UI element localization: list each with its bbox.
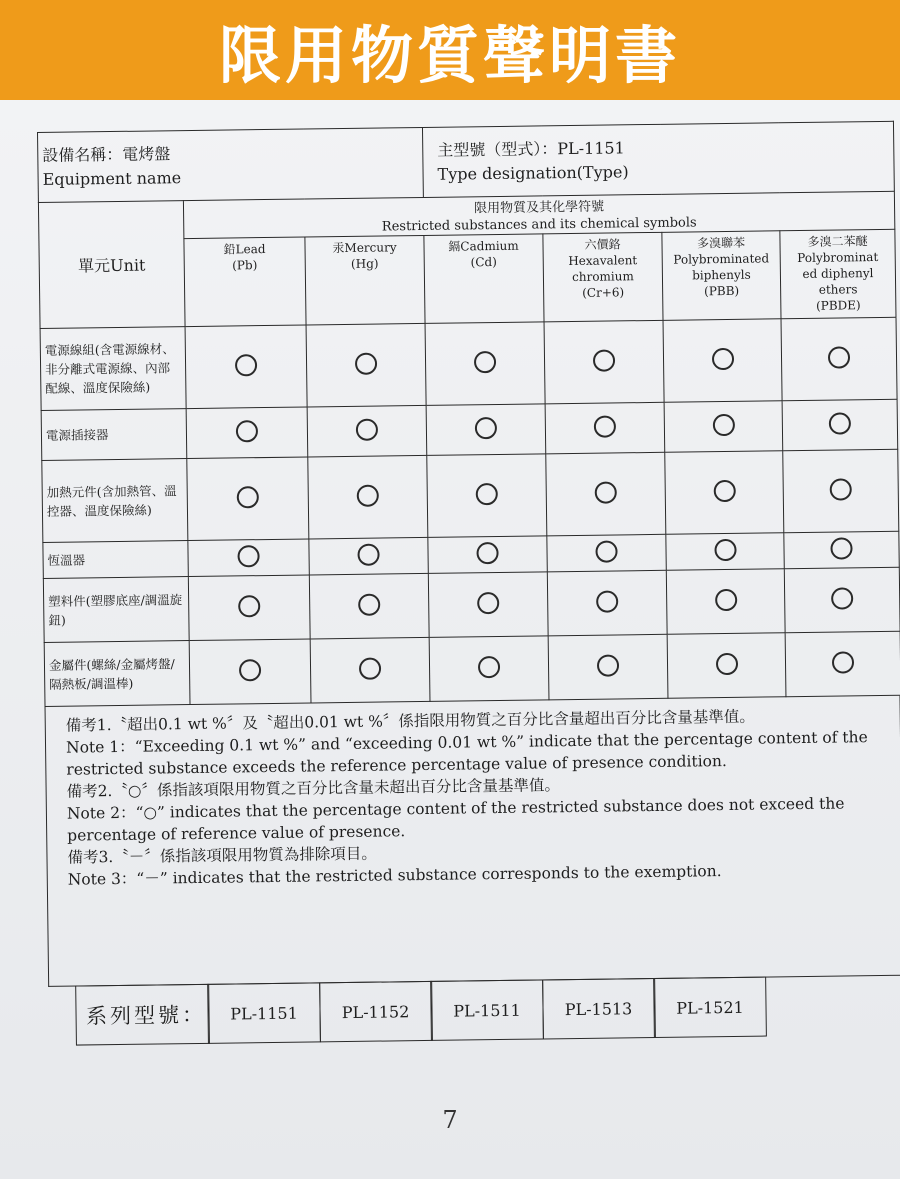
note-3-en: Note 3：“－” indicates that the restricted substance corresponds to the exemption. (67, 862, 722, 889)
rs-title-zh: 限用物質及其化學符號 (473, 199, 605, 217)
circle-icon (830, 478, 852, 500)
rs-title-en: Restricted substances and its chemical symbols (381, 215, 697, 235)
circle-icon (714, 538, 736, 560)
page-title: 限用物質聲明書 (218, 18, 681, 92)
note-1-zh: 備考1.〝超出0.1 wt %〞及〝超出0.01 wt %〞係指限用物質之百分比含量超出百分比含量基準值。 (65, 707, 755, 735)
page-number: 7 (442, 1106, 458, 1134)
title-banner (0, 0, 900, 100)
circle-icon (594, 415, 616, 437)
circle-icon (235, 354, 257, 376)
circle-icon (239, 659, 261, 681)
type-designation-zh: 主型號（型式）：PL-1151 (437, 137, 625, 160)
circle-icon (356, 418, 378, 440)
model-cell: PL-1151 (207, 982, 321, 1043)
table-row (42, 449, 899, 542)
row-label: 電源線組(含電源線材、非分離式電源線、內部配線、溫度保險絲) (40, 327, 186, 411)
circle-icon (238, 595, 260, 617)
row-label: 加熱元件(含加熱管、溫控器、溫度保險絲) (42, 459, 188, 543)
table-row (40, 317, 897, 410)
row-label: 電源插接器 (41, 409, 187, 461)
circle-icon (831, 587, 853, 609)
circle-icon (478, 655, 500, 677)
type-designation-en: Type designation(Type) (437, 161, 629, 184)
circle-icon (476, 483, 498, 505)
unit-header: 單元Unit (38, 201, 185, 329)
circle-icon (593, 349, 615, 371)
circle-icon (715, 652, 737, 674)
note-3-zh: 備考3.〝－〞係指該項限用物質為排除項目。 (67, 844, 377, 867)
circle-icon (475, 417, 497, 439)
circle-icon (237, 486, 259, 508)
circle-icon (597, 654, 619, 676)
circle-icon (358, 593, 380, 615)
circle-icon (829, 412, 851, 434)
series-models (76, 975, 900, 1046)
row-label: 塑料件(塑膠底座/調溫旋鈕) (43, 577, 189, 643)
circle-icon (832, 651, 854, 673)
notes-section (45, 696, 900, 987)
equipment-header-row (38, 121, 895, 202)
note-1-en: Note 1：“Exceeding 0.1 wt %” and “exceeding 0.01 wt %” indicate that the percentage content of the restricted substance exceeds the reference percentage value of presence condition. (65, 728, 873, 779)
substance-pbb: 多溴聯苯 Polybrominated biphenyls (PBB) (662, 231, 781, 321)
row-label: 恆溫器 (43, 541, 188, 579)
row-label: 金屬件(螺絲/金屬烤盤/隔熱板/調溫棒) (44, 641, 190, 707)
model-cell: PL-1152 (319, 981, 433, 1042)
model-cell: PL-1513 (542, 978, 656, 1039)
model-cell: PL-1511 (430, 979, 544, 1040)
note-2-en: Note 2：“○” indicates that the percentage content of the restricted substance does not exceed the percentage of reference value of presence. (66, 794, 850, 845)
substance-pbde: 多溴二苯醚 Polybrominat ed diphenyl ethers (PBDE) (780, 229, 896, 318)
circle-icon (477, 591, 499, 613)
circle-icon (830, 537, 852, 559)
substance-mercury: 汞Mercury (Hg) (305, 235, 425, 325)
substance-hexavalent-chromium: 六價鉻 Hexavalent chromium (Cr+6) (543, 232, 663, 322)
series-label: 系列型號： (75, 984, 210, 1046)
circle-icon (828, 346, 850, 368)
declaration-sheet (37, 121, 900, 1046)
circle-icon (357, 543, 379, 565)
circle-icon (476, 541, 498, 563)
circle-icon (474, 351, 496, 373)
circle-icon (713, 479, 735, 501)
circle-icon (712, 413, 734, 435)
circle-icon (595, 540, 617, 562)
circle-icon (237, 545, 259, 567)
circle-icon (355, 352, 377, 374)
table-row (44, 631, 900, 706)
substance-cadmium: 鎘Cadmium (Cd) (424, 234, 544, 324)
restricted-substance-table (37, 121, 900, 707)
note-2-zh: 備考2.〝○〞係指該項限用物質之百分比含量未超出百分比含量基準值。 (66, 776, 561, 801)
model-cell: PL-1521 (653, 977, 767, 1038)
circle-icon (715, 588, 737, 610)
equipment-name-en: Equipment name (42, 167, 182, 189)
circle-icon (711, 347, 733, 369)
circle-icon (357, 484, 379, 506)
circle-icon (596, 590, 618, 612)
circle-icon (595, 481, 617, 503)
circle-icon (236, 420, 258, 442)
table-row (43, 567, 900, 642)
circle-icon (359, 657, 381, 679)
equipment-name-zh: 設備名稱：電烤盤 (42, 143, 171, 165)
substance-lead: 鉛Lead (Pb) (184, 237, 306, 327)
